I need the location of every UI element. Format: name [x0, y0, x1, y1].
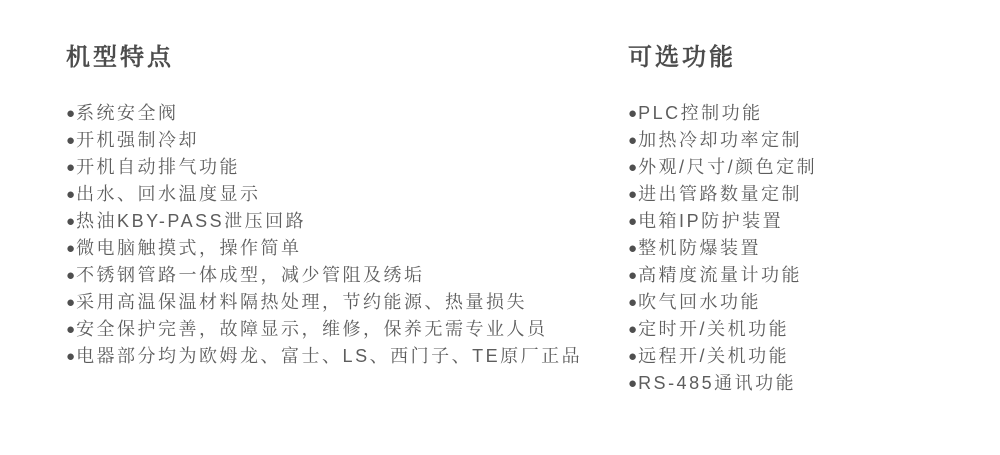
- list-item: [66, 289, 582, 316]
- list-item: [628, 100, 817, 127]
- list-item-text: 加热冷却功率定制: [638, 130, 803, 150]
- bullet-icon: ●: [628, 132, 638, 149]
- list-item: [66, 127, 582, 154]
- list-item-text: 开机自动排气功能: [76, 157, 241, 177]
- list-item-text: 吹气回水功能: [638, 292, 762, 312]
- bullet-icon: ●: [628, 375, 638, 392]
- list-item: [628, 316, 817, 343]
- bullet-icon: ●: [66, 105, 76, 122]
- list-item-text: 整机防爆装置: [638, 238, 762, 258]
- list-item-text: 电器部分均为欧姆龙、富士、LS、西门子、TE原厂正品: [76, 346, 583, 366]
- list-item-text: 出水、回水温度显示: [76, 184, 261, 204]
- bullet-icon: ●: [628, 213, 638, 230]
- bullet-icon: ●: [66, 159, 76, 176]
- list-item: [628, 181, 817, 208]
- bullet-icon: ●: [628, 159, 638, 176]
- features-section-title: 机型特点: [66, 44, 174, 71]
- list-item-text: 不锈钢管路一体成型，减少管阻及绣垢: [76, 265, 425, 285]
- list-item-text: 远程开/关机功能: [638, 346, 790, 366]
- list-item: [628, 154, 817, 181]
- bullet-icon: ●: [628, 321, 638, 338]
- bullet-icon: ●: [66, 267, 76, 284]
- list-item: [628, 289, 817, 316]
- bullet-icon: ●: [66, 294, 76, 311]
- list-item: [66, 208, 582, 235]
- list-item-text: PLC控制功能: [638, 103, 763, 123]
- bullet-icon: ●: [628, 348, 638, 365]
- list-item-text: 电箱IP防护装置: [638, 211, 784, 231]
- bullet-icon: ●: [628, 267, 638, 284]
- features-list: [66, 100, 582, 370]
- bullet-icon: ●: [66, 213, 76, 230]
- optional-functions-section-title: 可选功能: [628, 44, 736, 71]
- list-item-text: 外观/尺寸/颜色定制: [638, 157, 818, 177]
- bullet-icon: ●: [628, 105, 638, 122]
- list-item-text: RS-485通讯功能: [638, 373, 797, 393]
- list-item-text: 微电脑触摸式，操作简单: [76, 238, 302, 258]
- list-item-text: 热油KBY-PASS泄压回路: [76, 211, 307, 231]
- list-item: [66, 154, 582, 181]
- list-item: [66, 262, 582, 289]
- bullet-icon: ●: [628, 240, 638, 257]
- list-item: [628, 370, 817, 397]
- list-item: [628, 235, 817, 262]
- bullet-icon: ●: [66, 132, 76, 149]
- features-section: [66, 44, 582, 370]
- list-item-text: 高精度流量计功能: [638, 265, 803, 285]
- bullet-icon: ●: [66, 348, 76, 365]
- list-item-text: 开机强制冷却: [76, 130, 200, 150]
- list-item: [66, 181, 582, 208]
- bullet-icon: ●: [66, 186, 76, 203]
- list-item-text: 定时开/关机功能: [638, 319, 790, 339]
- bullet-icon: ●: [628, 186, 638, 203]
- list-item: [628, 127, 817, 154]
- list-item: [66, 100, 582, 127]
- bullet-icon: ●: [66, 240, 76, 257]
- list-item: [66, 235, 582, 262]
- list-item: [628, 343, 817, 370]
- bullet-icon: ●: [628, 294, 638, 311]
- list-item-text: 系统安全阀: [76, 103, 179, 123]
- optional-functions-section: [628, 44, 817, 397]
- list-item: [628, 208, 817, 235]
- optional-functions-list: [628, 100, 817, 397]
- bullet-icon: ●: [66, 321, 76, 338]
- list-item-text: 安全保护完善，故障显示，维修，保养无需专业人员: [76, 319, 548, 339]
- list-item-text: 进出管路数量定制: [638, 184, 803, 204]
- list-item: [628, 262, 817, 289]
- list-item-text: 采用高温保温材料隔热处理，节约能源、热量损失: [76, 292, 528, 312]
- list-item: [66, 343, 582, 370]
- list-item: [66, 316, 582, 343]
